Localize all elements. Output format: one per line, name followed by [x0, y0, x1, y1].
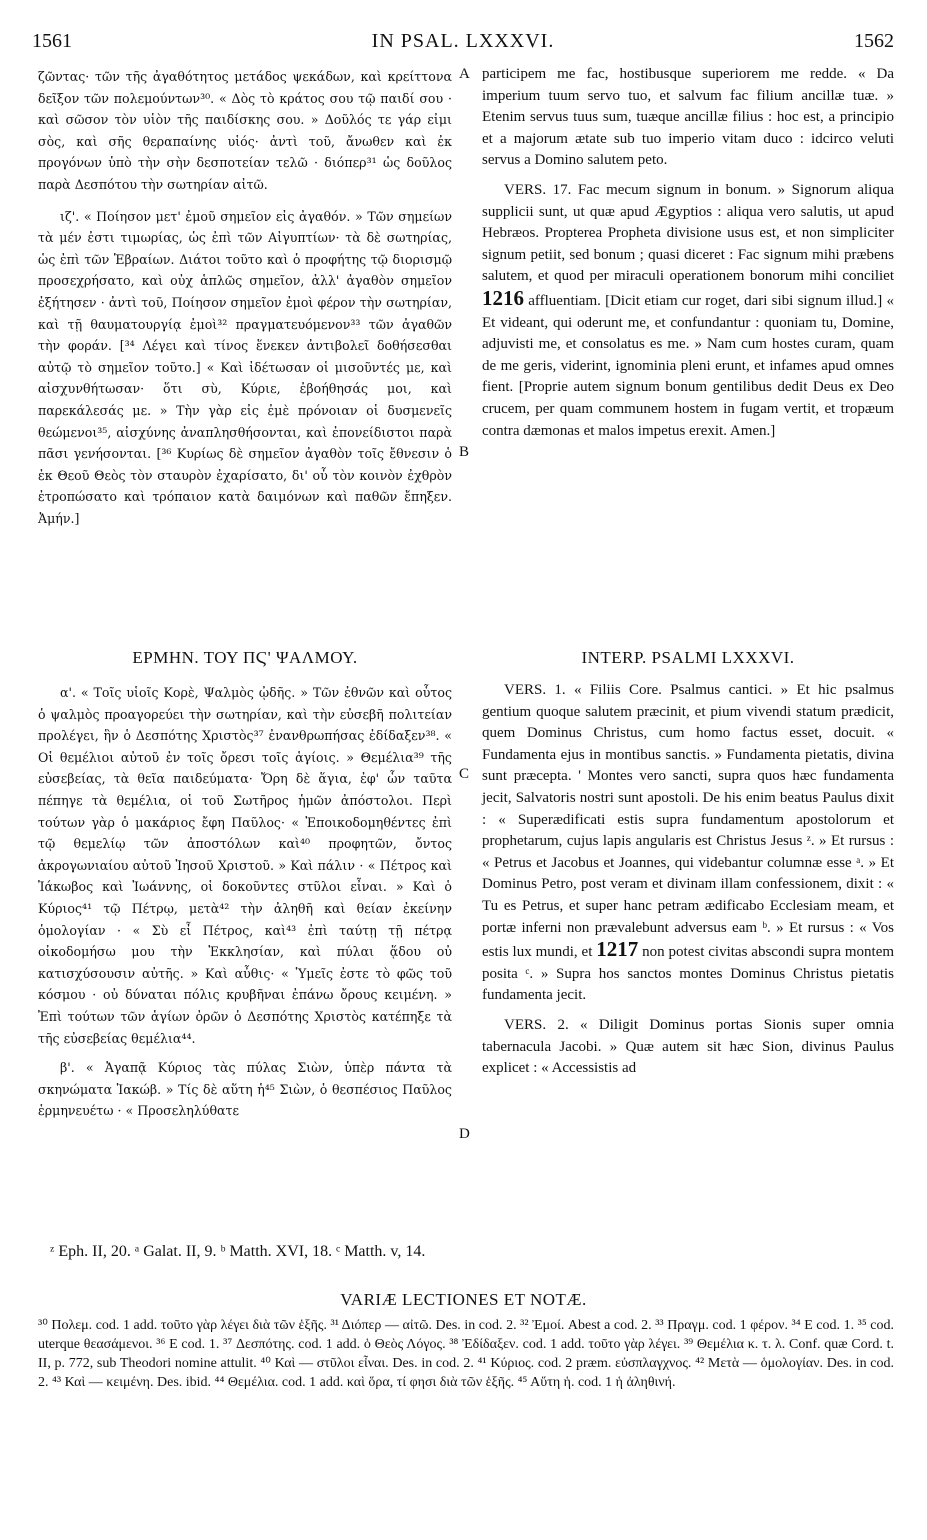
latin-text: non potest civitas abscondi supra montem posita ᶜ. » Supra hos sanctos montes Dominus Christus pietatis fundamenta jecit.	[482, 944, 895, 1004]
latin-paragraph: VERS. 2. « Diligit Dominus portas Sionis super omnia tabernacula Jacobi. » Quæ autem sit hæc Sion, divinus Paulus explicet : « Accessistis ad	[482, 1016, 894, 1077]
right-page-number: 1562	[854, 30, 894, 52]
greek-column-lower	[38, 682, 452, 1122]
left-page-number: 1561	[32, 30, 72, 52]
margin-marker-c: C	[459, 766, 470, 782]
running-title: IN PSAL. LXXXVI.	[371, 30, 555, 52]
greek-section-heading: ΕΡΜΗΝ. ΤΟΥ ΠϚ' ΨΑΛΜΟΥ.	[132, 648, 358, 667]
running-header	[32, 30, 894, 60]
latin-text: VERS. 17. Fac mecum signum in bonum. » Signorum aliqua supplicii sunt, ut quæ apud Ægyptios : aliqua vero salutis, ut apud Hebræos. Propterea Propheta divisione usus est, et non simpliciter signum petiit, sed bonum ; quasi diceret : Fac signum mihi præbens salutem, et quod per miraculi operationem bonorum mihi conciliet	[482, 181, 894, 285]
margin-marker-b: B	[459, 444, 470, 460]
greek-paragraph: α'. « Τοῖς υἱοῖς Κορὲ, Ψαλμὸς ᾠδῆς. » Τῶν ἐθνῶν καὶ οὗτος ὁ ψαλμὸς προαγορεύει τὴν σωτηρίαν, καὶ τὴν εὐσεβῆ πολιτείαν προλέγει, ἣν ὁ Δεσπότης Χριστὸς³⁷ ἐνανθρωπήσας ἐδίδαξεν³⁸. « Οἱ θεμέλιοι αὐτοῦ ἐν τοῖς ὄρεσι τοῖς ἁγίοις. » Θεμέλια³⁹ τῆς εὐσεβείας, τὰ θεῖα παιδεύματα· Ὄρη δὲ ἅγια, ἐφ' ὧν ταῦτα πέπηγε τὰ θεμέλια, οἱ τοῦ Σωτῆρος ἡμῶν ἀπόστολοι. Περὶ τούτων γὰρ ὁ μακάριος ἔφη Παῦλος· « Ἐποικοδομηθέντες ἐπὶ τῷ θεμελίῳ τῶν ἀποστόλων καὶ⁴⁰ προφητῶν, ὄντος ἀκρογωνιαίου αὐτοῦ Ἰησοῦ Χριστοῦ. » Καὶ πάλιν · « Πέτρος καὶ Ἰάκωβος καὶ Ἰωάννης, οἱ δοκοῦντες στῦλοι εἶναι. » Καὶ ὁ Κύριος⁴¹ τῷ Πέτρῳ, μετὰ⁴² τὴν ἀληθῆ καὶ θείαν ἐκείνην ὁμολογίαν · « Σὺ εἶ Πέτρος, καὶ⁴³ ἐπὶ ταύτῃ τῇ πέτρᾳ οἰκοδομήσω μου τὴν Ἐκκλησίαν, καὶ πύλαι ᾅδου οὐ κατισχύσουσιν αὐτῆς. » Καὶ αὖθις· « Ὑμεῖς ἐστε τὸ φῶς τοῦ κόσμου · οὐ δύναται πόλις κρυβῆναι ἐπάνω ὄρους κειμένη. » Ἐπὶ τούτων τῶν ἁγίων ὀρῶν ὁ Δεσπότης Χριστὸς κατέπηξε τὰ τῆς εὐσεβείας θεμέλια⁴⁴.	[38, 685, 452, 1046]
scripture-references: ᶻ Eph. II, 20. ᵃ Galat. II, 9. ᵇ Matth. XVI, 18. ᶜ Matth. v, 14.	[50, 1243, 426, 1260]
latin-text: affluentiam. [Dicit etiam cur roget, dari sibi signum illud.] « Et videant, qui oderunt me, et confundantur : quoniam tu, Domine, adjuvisti me, et consolatus es me. » Nam cum hostes curam, quam de me geris, viderint, ignominia pleni erunt, et infames apud omnes fient. [Proprie autem signum bonum gentilibus dedit Deus ex Deo crucem, per quam communem hostem in fugam vertit, et tropæum contra dæmonas et malos impetus erexit. Amen.]	[482, 292, 894, 439]
greek-column-upper	[38, 66, 452, 529]
greek-paragraph: ιζ'. « Ποίησον μετ' ἐμοῦ σημεῖον εἰς ἀγαθόν. » Τῶν σημείων τὰ μέν ἐστι τιμωρίας, ὡς ἐπὶ τῶν Αἰγυπτίων· τὰ δὲ σωτηρίας, ὡς ἐπὶ τῶν Ἑβραίων. Διάτοι τοῦτο καὶ ὁ προφήτης τῷ διορισμῷ προσεχρήσατο, καὶ οὐχ ἁπλῶς σημεῖον, ἀλλ' ἀγαθὸν σημεῖον ἐξήτησεν · ἀντὶ τοῦ, Ποίησον σημεῖον ἐμοὶ φέρον τὴν σωτηρίαν, καὶ τῇ θαυματουργίᾳ ἐμοὶ³² πραγματευόμενον³³ τῶν ἀγαθῶν τὴν φοράν. [³⁴ Λέγει καὶ τίνος ἕνεκεν ἀντιβολεῖ δοθήσεσθαι αὐτῷ τὸ σημεῖον τοῦτο.] « Καὶ ἰδέτωσαν οἱ μισοῦντές με, καὶ αἰσχυνθήτωσαν· ὅτι σὺ, Κύριε, ἐβοήθησάς μοι, καὶ παρεκάλεσάς με. » Τὴν γὰρ εἰς ἐμὲ πρόνοιαν οἱ δυσμενεῖς θεώμενοι³⁵, αἰσχύνης ἀναπλησθήσονται, καὶ ἐπονείδιστοι παρὰ πᾶσι γενήσονται. [³⁶ Κυρίως δὲ σημεῖον ἀγαθὸν τοῖς ἔθνεσιν ὁ ἐκ Θεοῦ Θεὸς τὸν σταυρὸν ἐχαρίσατο, δι' οὗ τὸν κοινὸν ἐχθρὸν ἐτροπώσατο καὶ τρόπαιον κατὰ δαιμόνων καὶ παθῶν ἔπηξεν. Ἀμήν.]	[38, 208, 452, 526]
latin-paragraph: participem me fac, hostibusque superiorem me redde. « Da imperium tuum servo tuo, et salvum fac filium ancillæ tuæ. » Etenim servus tuus sum, tuæque ancillæ filius : hoc est, a principio et a majorum ætate sub tuo imperio vitam duco : idcirco veluti servus a Domino salutem peto.	[482, 66, 894, 169]
latin-paragraph	[482, 680, 894, 1007]
notes-heading: VARIÆ LECTIONES ET NOTÆ.	[340, 1290, 587, 1309]
variant-notes: ³⁰ Πολεμ. cod. 1 add. τοῦτο γὰρ λέγει διὰ τῶν ἑξῆς. ³¹ Διόπερ — αἰτῶ. Des. in cod. 2. ³² Ἐμοί. Abest a cod. 2. ³³ Πραγμ. cod. 1 φέρον. ³⁴ E cod. 1. ³⁵ cod. uterque θεασάμενοι. ³⁶ E cod. 1. ³⁷ Δεσπότης. cod. 1 add. ὁ Θεὸς Λόγος. ³⁸ Ἐδίδαξεν. cod. 1 add. τοῦτο γὰρ λέγει. ³⁹ Θεμέλια κ. τ. λ. Conf. quæ Cord. t. II, p. 772, sub Theodori nomine attulit. ⁴⁰ Καὶ — στῦλοι εἶναι. Des. in cod. 2. ⁴¹ Κύριος. cod. 2 præm. εὐσπλαγχνος. ⁴² Μετὰ — ὁμολογίαν. Des. in cod. 2. ⁴³ Καὶ — κειμένη. Des. ibid. ⁴⁴ Θεμέλια. cod. 1 add. καὶ ὅρα, τί φησι διὰ τῶν ἑξῆς. ⁴⁵ Αὕτη ἡ. cod. 1 ἡ ἀληθινή.	[38, 1318, 894, 1390]
latin-paragraph	[482, 180, 894, 442]
latin-column-lower	[482, 680, 894, 1080]
greek-paragraph: ζῶντας· τῶν τῆς ἀγαθότητος μετάδος ψεκάδων, καὶ κρείττονα δεῖξον τῶν πολεμούντων³⁰. « Δὸς τὸ κράτος σου τῷ παιδί σου · καὶ σῶσον τὸν υἱὸν τῆς παιδίσκης σου. » Δοῦλός τε γάρ εἰμι σὸς, καὶ σῆς θεραπαίνης υἱός· ἀντὶ τοῦ, ἄνωθεν καὶ ἐκ προγόνων ὑπὸ τὴν σὴν δεσποτείαν τελῶ · διόπερ³¹ ὡς δοῦλος παρὰ Δεσπότου τὴν σωτηρίαν αἰτῶ.	[38, 69, 452, 192]
latin-text: VERS. 1. « Filiis Core. Psalmus cantici. » Et hic psalmus gentium quoque salutem præcinit, et pium vivendi statum prædicit, quem Dominus Christus, cum homo factus esset, docuit. « Fundamenta ejus in montibus sanctis. » Fundamenta pietatis, divina sunt præcepta. ' Montes vero sancti, supra quos hæc fundamenta jecit, Salvatoris nostri sunt apostoli. De his enim beatus Paulus dixit : « Superædificati estis supra fundamentum apostolorum et prophetarum, cujus lapis angularis est Christus Jesus ᶻ. » Et rursus : « Petrus et Jacobus et Joannes, qui videbantur columnæ esse ᵃ. » Et Dominus Petro, post veram et divinam illam confessionem, dixit : « Tu es Petrus, et super hanc petram ædificabo Ecclesiam meam, et portæ inferni non prævalebunt adversus eam ᵇ. » Et rursus : « Vos estis lux mundi, et	[482, 682, 894, 961]
greek-paragraph: β'. « Ἀγαπᾷ Κύριος τὰς πύλας Σιὼν, ὑπὲρ πάντα τὰ σκηνώματα Ἰακώβ. » Τίς δὲ αὕτη ἡ⁴⁵ Σιὼν, ὁ θεσπέσιος Παῦλος ἑρμηνευέτω · « Προσεληλύθατε	[38, 1060, 452, 1119]
column-number: 1217	[596, 937, 639, 962]
margin-marker-a: A	[459, 66, 470, 82]
latin-section-heading: INTERP. PSALMI LXXXVI.	[581, 648, 795, 667]
latin-column-upper	[482, 64, 894, 442]
margin-marker-d: D	[459, 1126, 470, 1142]
column-number: 1216	[482, 285, 524, 310]
